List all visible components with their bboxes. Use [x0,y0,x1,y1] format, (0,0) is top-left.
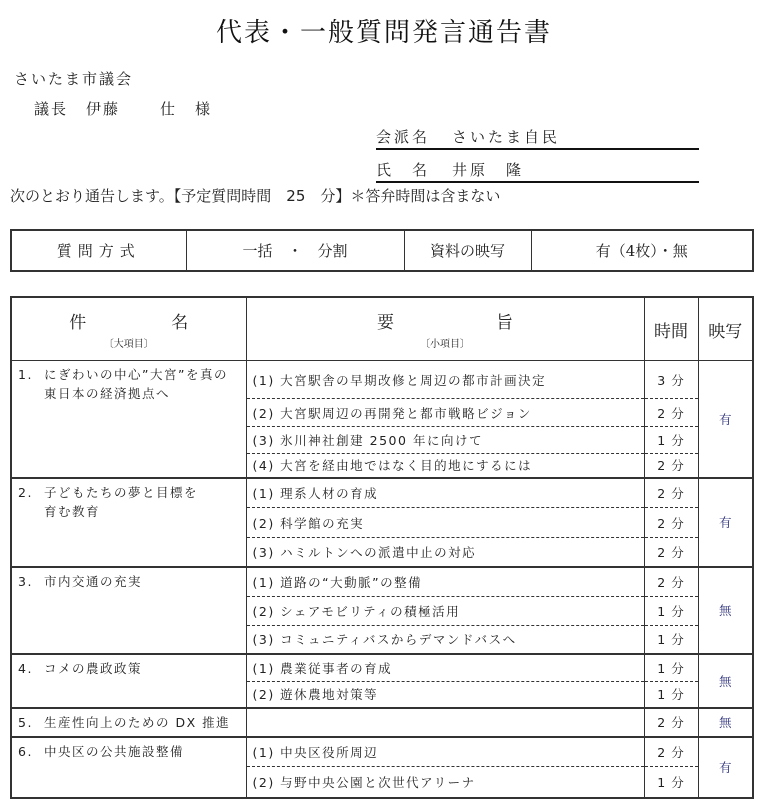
header-projection: 映写 [698,297,753,361]
item-number: 4. [18,660,33,676]
item-number: 3. [18,573,33,589]
item-cell [11,737,246,798]
sub-item: (2) シェアモビリティの積極活用 [246,597,644,626]
projection-label: 資料の映写 [404,230,531,271]
table-row [11,654,753,682]
item-title-line1: 子どもたちの夢と目標を [44,484,199,500]
item-title [18,742,240,761]
party-label: 会派名 [376,128,431,146]
table-row [11,567,753,597]
item-title-line1: コメの農政政策 [44,660,143,676]
name-label: 氏 名 [376,161,431,179]
sub-item: (3) 氷川神社創建 2500 年に向けて [246,427,644,454]
item-cell [11,654,246,708]
header-time: 時間 [644,297,698,361]
item-number: 2. [18,484,33,500]
method-table [10,229,754,272]
item-title [18,483,240,502]
party-value: さいたま自民 [452,128,561,146]
header-summary: 要 旨 〔小項目〕 [246,297,644,361]
party-field [376,126,699,150]
sub-item: (2) 遊休農地対策等 [246,682,644,708]
sub-item: (3) コミュニティバスからデマンドバスへ [246,626,644,654]
sub-item: (1) 理系人材の育成 [246,478,644,508]
notice-text: 次のとおり通告します。【予定質問時間 25 分】＊答弁時間は含まない [10,187,501,205]
document-title: 代表・一般質問発言通告書 [215,18,552,48]
sub-item: (2) 大宮駅周辺の再開発と都市戦略ビジョン [246,399,644,427]
sub-item [246,708,644,737]
sub-item-time: 2 分 [644,508,698,538]
sub-item-time: 1 分 [644,427,698,454]
addressee-line [34,98,230,119]
item-number: 5. [18,714,33,730]
sub-item-time: 1 分 [644,597,698,626]
projection-mark: 有 [698,478,753,567]
item-title [18,572,240,591]
addressee-honorific: 様 [195,100,213,118]
item-title [18,365,240,384]
questions-table [10,296,754,799]
method-label: 質問方式 [11,230,186,271]
item-title-line1: 生産性向上のための DX 推進 [44,714,231,730]
sub-item-time: 2 分 [644,478,698,508]
sub-item-time: 2 分 [644,567,698,597]
sub-item-time: 3 分 [644,361,698,399]
name-field [376,159,699,183]
projection-mark: 有 [698,737,753,798]
item-cell [11,361,246,478]
addressee-given-name: 仕 [160,100,178,118]
table-row [11,737,753,767]
sub-item-time: 2 分 [644,737,698,767]
item-title-line2: 東日本の経済拠点へ [44,386,171,401]
sub-item: (3) ハミルトンへの派遣中止の対応 [246,538,644,567]
item-number: 6. [18,743,33,759]
item-number: 1. [18,367,33,382]
sub-item: (2) 科学館の充実 [246,508,644,538]
projection-mark: 無 [698,654,753,708]
sub-item: (1) 農業従事者の育成 [246,654,644,682]
addressee-role: 議長 [34,100,69,118]
table-row [11,708,753,737]
sub-item-time: 1 分 [644,654,698,682]
sub-item: (1) 中央区役所周辺 [246,737,644,767]
sub-item: (4) 大宮を経由地ではなく目的地にするには [246,454,644,478]
addressee-organization: さいたま市議会 [14,70,134,88]
header-item: 件 名 〔大項目〕 [11,297,246,361]
table-row [11,478,753,508]
sub-item-time: 1 分 [644,682,698,708]
sub-item: (1) 大宮駅舎の早期改修と周辺の都市計画決定 [246,361,644,399]
sub-item-time: 1 分 [644,626,698,654]
name-value: 井原 隆 [452,161,525,179]
method-value: 一括 ・ 分割 [186,230,404,271]
projection-mark: 無 [698,567,753,654]
addressee-surname: 伊藤 [86,100,121,118]
table-row [11,361,753,399]
table-header-row [11,297,753,361]
sub-item: (2) 与野中央公園と次世代アリーナ [246,767,644,798]
item-title-line1: 中央区の公共施設整備 [44,743,185,759]
item-title [18,713,240,732]
item-title [18,659,240,678]
sub-item-time: 1 分 [644,767,698,798]
projection-mark: 有 [698,361,753,478]
sub-item-time: 2 分 [644,454,698,478]
projection-mark: 無 [698,708,753,737]
item-title-line1: にぎわいの中心”大宮”を真の [44,367,228,382]
item-title-line2: 育む教育 [44,503,101,519]
sub-item-time: 2 分 [644,708,698,737]
sub-item-time: 2 分 [644,538,698,567]
sub-item-time: 2 分 [644,399,698,427]
item-cell [11,708,246,737]
item-title-line1: 市内交通の充実 [44,573,143,589]
projection-value: 有（4枚）・無 [531,230,753,271]
item-cell [11,567,246,654]
item-cell [11,478,246,567]
sub-item: (1) 道路の“大動脈”の整備 [246,567,644,597]
